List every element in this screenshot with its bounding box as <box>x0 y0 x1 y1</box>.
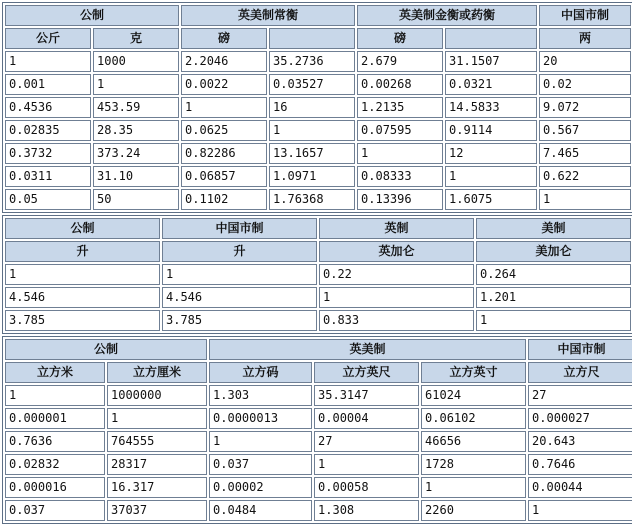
unit-header: 英加仑 <box>319 241 474 262</box>
table-cell: 1 <box>421 477 526 498</box>
table-cell: 1 <box>445 166 537 187</box>
table-cell: 61024 <box>421 385 526 406</box>
table-row <box>5 454 632 475</box>
table-row <box>5 477 632 498</box>
unit-header: 升 <box>162 241 317 262</box>
table-row <box>5 120 631 141</box>
table-cell: 0.06102 <box>421 408 526 429</box>
table-cell: 0.0000013 <box>209 408 312 429</box>
table-cell: 9.072 <box>539 97 631 118</box>
table-cell: 0.00002 <box>209 477 312 498</box>
group-header: 英美制常衡 <box>181 5 355 26</box>
group-header: 中国市制 <box>528 339 632 360</box>
table-cell: 3.785 <box>162 310 317 331</box>
table-cell: 35.2736 <box>269 51 355 72</box>
table-cell: 1.2135 <box>357 97 443 118</box>
table-cell: 1728 <box>421 454 526 475</box>
unit-header <box>269 28 355 49</box>
table-cell: 0.0321 <box>445 74 537 95</box>
table-cell: 31.1507 <box>445 51 537 72</box>
table-cell: 0.00268 <box>357 74 443 95</box>
table-cell: 373.24 <box>93 143 179 164</box>
table-cell: 35.3147 <box>314 385 419 406</box>
table-cell: 4.546 <box>162 287 317 308</box>
group-header: 英美制 <box>209 339 526 360</box>
table-cell: 1 <box>162 264 317 285</box>
table-cell: 0.22 <box>319 264 474 285</box>
table-cell: 12 <box>445 143 537 164</box>
table-cell: 0.7636 <box>5 431 105 452</box>
table-row <box>5 166 631 187</box>
table-row <box>5 287 631 308</box>
table-cell: 0.0022 <box>181 74 267 95</box>
table-cell: 0.264 <box>476 264 631 285</box>
table-cell: 1 <box>539 189 631 210</box>
unit-header: 磅 <box>357 28 443 49</box>
table-cell: 0.3732 <box>5 143 91 164</box>
table-cell: 1.0971 <box>269 166 355 187</box>
table-cell: 0.0625 <box>181 120 267 141</box>
unit-header-row <box>5 28 631 49</box>
table-cell: 1 <box>314 454 419 475</box>
table-cell: 0.037 <box>5 500 105 521</box>
table-cell: 28317 <box>107 454 207 475</box>
table-cell: 0.00004 <box>314 408 419 429</box>
unit-header: 立方英寸 <box>421 362 526 383</box>
table-row <box>5 500 632 521</box>
unit-header: 升 <box>5 241 160 262</box>
table-cell: 0.02832 <box>5 454 105 475</box>
unit-header: 公斤 <box>5 28 91 49</box>
table-cell: 16.317 <box>107 477 207 498</box>
table-cell: 0.7646 <box>528 454 632 475</box>
table-cell: 0.833 <box>319 310 474 331</box>
group-header: 英制 <box>319 218 474 239</box>
table-cell: 2.2046 <box>181 51 267 72</box>
table-cell: 0.00044 <box>528 477 632 498</box>
unit-header: 立方码 <box>209 362 312 383</box>
table-cell: 1 <box>269 120 355 141</box>
unit-header: 两 <box>539 28 631 49</box>
capacity-conversion-table <box>2 215 632 334</box>
unit-header-row <box>5 362 632 383</box>
table-row <box>5 189 631 210</box>
table-row <box>5 51 631 72</box>
table-cell: 3.785 <box>5 310 160 331</box>
table-row <box>5 385 632 406</box>
unit-header: 立方英尺 <box>314 362 419 383</box>
unit-header <box>445 28 537 49</box>
table-cell: 1000000 <box>107 385 207 406</box>
table-cell: 1 <box>357 143 443 164</box>
table-cell: 1 <box>319 287 474 308</box>
table-cell: 1 <box>476 310 631 331</box>
group-header: 中国市制 <box>162 218 317 239</box>
mass-conversion-table <box>2 2 632 213</box>
table-cell: 0.05 <box>5 189 91 210</box>
unit-header: 克 <box>93 28 179 49</box>
table-cell: 1.201 <box>476 287 631 308</box>
table-cell: 16 <box>269 97 355 118</box>
table-cell: 2260 <box>421 500 526 521</box>
table-cell: 0.001 <box>5 74 91 95</box>
table-cell: 0.03527 <box>269 74 355 95</box>
table-cell: 1 <box>181 97 267 118</box>
table-row <box>5 143 631 164</box>
table-row <box>5 408 632 429</box>
table-cell: 764555 <box>107 431 207 452</box>
table-cell: 1 <box>107 408 207 429</box>
table-row <box>5 431 632 452</box>
table-cell: 1 <box>528 500 632 521</box>
table-cell: 0.06857 <box>181 166 267 187</box>
unit-header: 立方米 <box>5 362 105 383</box>
table-cell: 1 <box>209 431 312 452</box>
table-cell: 1.303 <box>209 385 312 406</box>
table-cell: 27 <box>528 385 632 406</box>
table-row <box>5 97 631 118</box>
table-cell: 0.0311 <box>5 166 91 187</box>
table-cell: 0.02 <box>539 74 631 95</box>
group-header: 中国市制 <box>539 5 631 26</box>
group-header: 公制 <box>5 5 179 26</box>
unit-header: 美加仑 <box>476 241 631 262</box>
table-cell: 0.00058 <box>314 477 419 498</box>
group-header-row <box>5 218 631 239</box>
table-cell: 20 <box>539 51 631 72</box>
table-cell: 13.1657 <box>269 143 355 164</box>
table-cell: 0.4536 <box>5 97 91 118</box>
table-cell: 46656 <box>421 431 526 452</box>
table-row <box>5 74 631 95</box>
table-cell: 1 <box>5 385 105 406</box>
table-cell: 27 <box>314 431 419 452</box>
unit-conversion-tables <box>2 2 630 526</box>
table-cell: 0.02835 <box>5 120 91 141</box>
table-cell: 1000 <box>93 51 179 72</box>
table-cell: 0.1102 <box>181 189 267 210</box>
table-cell: 1 <box>5 264 160 285</box>
table-cell: 1.76368 <box>269 189 355 210</box>
table-cell: 0.0484 <box>209 500 312 521</box>
table-cell: 37037 <box>107 500 207 521</box>
group-header: 美制 <box>476 218 631 239</box>
table-cell: 0.037 <box>209 454 312 475</box>
table-cell: 453.59 <box>93 97 179 118</box>
table-cell: 14.5833 <box>445 97 537 118</box>
table-cell: 1.308 <box>314 500 419 521</box>
table-cell: 0.000027 <box>528 408 632 429</box>
unit-header: 磅 <box>181 28 267 49</box>
unit-header: 立方尺 <box>528 362 632 383</box>
table-row <box>5 310 631 331</box>
table-cell: 0.13396 <box>357 189 443 210</box>
table-cell: 1 <box>5 51 91 72</box>
table-cell: 31.10 <box>93 166 179 187</box>
table-cell: 1 <box>93 74 179 95</box>
table-cell: 0.000001 <box>5 408 105 429</box>
table-cell: 0.07595 <box>357 120 443 141</box>
table-cell: 0.000016 <box>5 477 105 498</box>
volume-conversion-table <box>2 336 632 524</box>
group-header-row <box>5 339 632 360</box>
table-cell: 0.82286 <box>181 143 267 164</box>
table-cell: 7.465 <box>539 143 631 164</box>
group-header: 英美制金衡或药衡 <box>357 5 537 26</box>
table-cell: 0.567 <box>539 120 631 141</box>
group-header: 公制 <box>5 339 207 360</box>
table-cell: 28.35 <box>93 120 179 141</box>
table-cell: 50 <box>93 189 179 210</box>
table-cell: 1.6075 <box>445 189 537 210</box>
table-cell: 0.08333 <box>357 166 443 187</box>
table-row <box>5 264 631 285</box>
table-cell: 4.546 <box>5 287 160 308</box>
group-header-row <box>5 5 631 26</box>
group-header: 公制 <box>5 218 160 239</box>
table-cell: 0.9114 <box>445 120 537 141</box>
unit-header-row <box>5 241 631 262</box>
table-cell: 0.622 <box>539 166 631 187</box>
table-cell: 2.679 <box>357 51 443 72</box>
table-cell: 20.643 <box>528 431 632 452</box>
unit-header: 立方厘米 <box>107 362 207 383</box>
